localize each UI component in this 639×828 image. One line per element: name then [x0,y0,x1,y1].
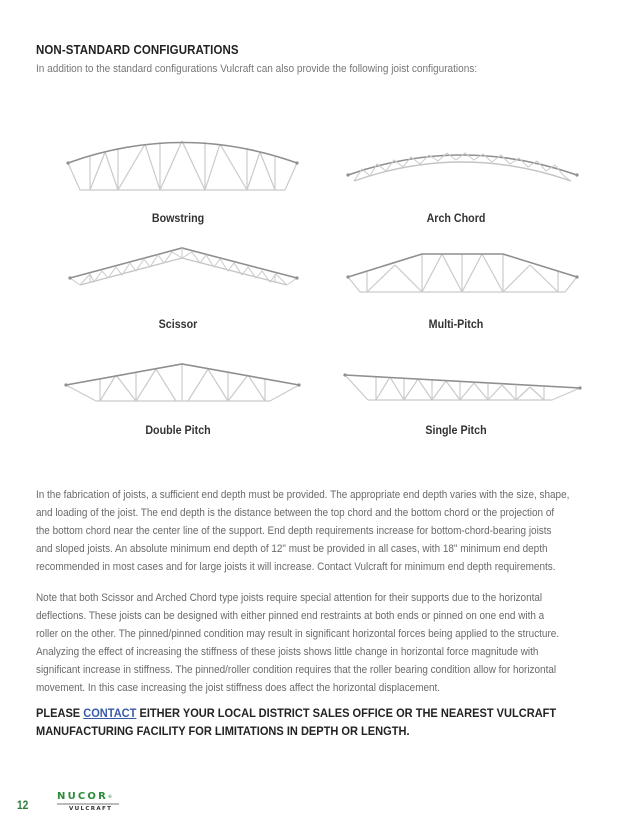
bowstring-label: Bowstring [151,213,205,225]
logo-vulcraft-wordmark: VULCRAFT [69,805,113,812]
double-pitch-label: Double Pitch [145,425,211,437]
text-line: significant increase in stiffness. The pinned/roller condition requires that the roller bearing condition allow for horizontal [36,664,557,676]
text-line: In the fabrication of joists, a sufficient end depth must be provided. The appropriate end depth varies with the size, shape, [36,489,570,501]
text-line: Note that both Scissor and Arched Chord type joists require special attention for their supports due to the horizontal [36,592,543,604]
arch-chord-diagram [340,145,585,190]
contact-link[interactable]: CONTACT [83,706,137,720]
double-pitch-truss-icon [60,362,305,407]
scissor-truss-icon [60,245,305,290]
bowstring-truss-icon [60,140,305,200]
multi-pitch-label: Multi-Pitch [428,319,484,331]
single-pitch-truss-icon [340,370,585,410]
text-line: the bottom chord near the center line of the support. End depth requirements increase for bottom-chord-bearing joists [36,525,552,537]
end-depth-paragraph [36,486,636,576]
scissor-diagram [60,245,305,290]
arch-chord-truss-icon [340,145,585,190]
callout-line-1-rest: EITHER YOUR LOCAL DISTRICT SALES OFFICE OR THE NEAREST VULCRAFT [136,706,557,720]
multi-pitch-diagram [340,250,585,300]
scissor-label: Scissor [158,319,198,331]
horizontal-deflection-paragraph [36,589,636,697]
callout-line-2: MANUFACTURING FACILITY FOR LIMITATIONS IN DEPTH OR LENGTH. [36,724,410,738]
bowstring-diagram [60,140,305,200]
logo-nucor-wordmark: NUCOR® [57,791,113,802]
single-pitch-diagram [340,370,585,410]
multi-pitch-truss-icon [340,250,585,300]
text-line: Analyzing the effect of increasing the stiffness of these joists shows little change in horizontal force magnitude with [36,646,539,658]
text-line: deflections. These joists can be designed with either pinned end restraints at both ends or pinned on one end with a [36,610,545,622]
callout-line-1 [36,704,556,722]
text-line: roller on the other. The pinned/pinned condition may result in significant horizontal forces being applied to the structure. [36,628,560,640]
single-pitch-label: Single Pitch [425,425,487,437]
logo-divider [57,803,119,805]
arch-chord-label: Arch Chord [426,213,486,225]
double-pitch-diagram [60,362,305,407]
page-title: NON-STANDARD CONFIGURATIONS [36,43,239,57]
text-line: and sloped joists. An absolute minimum end depth of 12" must be provided in all cases, with 18" minimum end depth [36,543,548,555]
text-line: recommended in most cases and for large joists it will increase. Contact Vulcraft for minimum end depth requirements. [36,561,556,573]
contact-callout [36,704,601,740]
page-number: 12 [17,798,29,812]
nucor-vulcraft-logo [57,792,123,816]
page-subtitle: In addition to the standard configurations Vulcraft can also provide the following joist configurations: [36,63,478,75]
text-line: movement. In this case increasing the joist stiffness does affect the horizontal displacement. [36,682,441,694]
text-line: and loading of the joist. The end depth is the distance between the top chord and the bottom chord or the projection of [36,507,555,519]
callout-prefix: PLEASE [36,706,84,720]
